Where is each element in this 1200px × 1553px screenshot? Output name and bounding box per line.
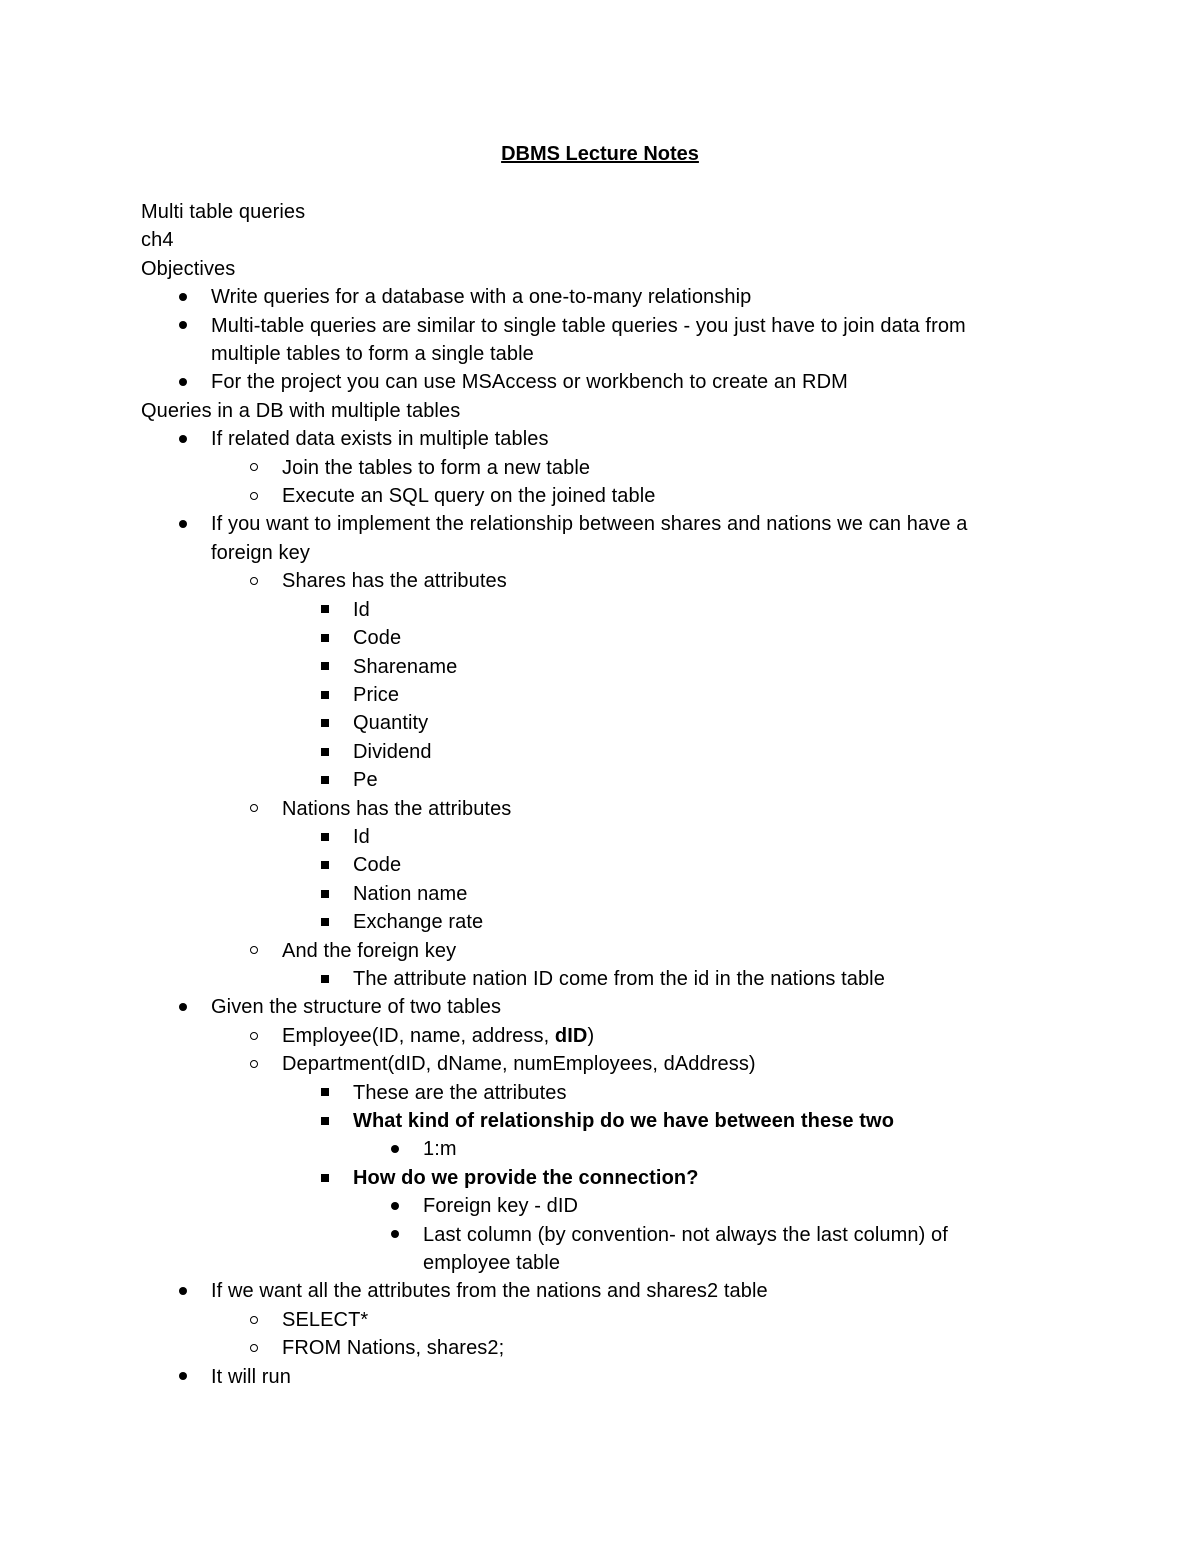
bullet-circle-icon: [244, 1306, 264, 1334]
list-item: FROM Nations, shares2;: [141, 1334, 1041, 1362]
list-item-continuation: foreign key: [211, 541, 310, 564]
list-item: Multi-table queries are similar to single table queries - you just have to join data from: [141, 312, 1041, 340]
list-item: These are the attributes: [141, 1079, 1041, 1107]
text-line: Queries in a DB with multiple tables: [141, 399, 461, 422]
bullet-square-icon: [315, 653, 335, 681]
list-item: It will run: [141, 1363, 1041, 1391]
text-line: ch4: [141, 229, 174, 252]
bullet-square-icon: [315, 823, 335, 851]
list-item: What kind of relationship do we have between these two: [141, 1107, 1041, 1135]
bullet-square-icon: [315, 851, 335, 879]
list-item: Employee(ID, name, address, dID): [141, 1022, 1041, 1050]
bullet-dot-icon: [173, 425, 193, 453]
list-item: Price: [141, 681, 1041, 709]
list-item: How do we provide the connection?: [141, 1164, 1041, 1192]
bullet-dot-icon: [173, 312, 193, 340]
bullet-dot-icon: [385, 1192, 405, 1220]
bullet-circle-icon: [244, 1050, 264, 1078]
page-title: DBMS Lecture Notes: [501, 143, 699, 165]
bullet-square-icon: [315, 681, 335, 709]
bullet-dot-icon: [173, 283, 193, 311]
list-item-continuation: multiple tables to form a single table: [211, 343, 534, 366]
list-item: Nation name: [141, 880, 1041, 908]
list-item: 1:m: [141, 1135, 1041, 1163]
list-item: Id: [141, 596, 1041, 624]
list-item: Id: [141, 823, 1041, 851]
list-item: Dividend: [141, 738, 1041, 766]
bullet-dot-icon: [173, 510, 193, 538]
bullet-square-icon: [315, 624, 335, 652]
list-item: For the project you can use MSAccess or workbench to create an RDM: [141, 368, 1041, 396]
list-item: Nations has the attributes: [141, 795, 1041, 823]
list-item: Quantity: [141, 709, 1041, 737]
list-item: Code: [141, 624, 1041, 652]
list-item: If you want to implement the relationship between shares and nations we can have a: [141, 510, 1041, 538]
bullet-dot-icon: [385, 1135, 405, 1163]
bullet-dot-icon: [173, 993, 193, 1021]
list-item: Exchange rate: [141, 908, 1041, 936]
bullet-square-icon: [315, 596, 335, 624]
bullet-square-icon: [315, 908, 335, 936]
list-item: Shares has the attributes: [141, 567, 1041, 595]
bullet-square-icon: [315, 1107, 335, 1135]
bullet-dot-icon: [173, 1277, 193, 1305]
list-item: Last column (by convention- not always the last column) of: [141, 1221, 1041, 1249]
bullet-circle-icon: [244, 454, 264, 482]
bullet-dot-icon: [173, 368, 193, 396]
bullet-square-icon: [315, 766, 335, 794]
bullet-square-icon: [315, 965, 335, 993]
list-item: If we want all the attributes from the nations and shares2 table: [141, 1277, 1041, 1305]
list-item-continuation: employee table: [423, 1252, 561, 1275]
list-item: Code: [141, 851, 1041, 879]
bullet-circle-icon: [244, 482, 264, 510]
bullet-circle-icon: [244, 1334, 264, 1362]
bullet-square-icon: [315, 1079, 335, 1107]
list-item: SELECT*: [141, 1306, 1041, 1334]
bullet-circle-icon: [244, 1022, 264, 1050]
bullet-square-icon: [315, 880, 335, 908]
bullet-square-icon: [315, 709, 335, 737]
text-line: Objectives: [141, 257, 236, 280]
list-item: Join the tables to form a new table: [141, 454, 1041, 482]
bullet-circle-icon: [244, 567, 264, 595]
list-item: And the foreign key: [141, 937, 1041, 965]
list-item: Given the structure of two tables: [141, 993, 1041, 1021]
bullet-dot-icon: [173, 1363, 193, 1391]
bullet-circle-icon: [244, 937, 264, 965]
list-item: Department(dID, dName, numEmployees, dAddress): [141, 1050, 1041, 1078]
bullet-circle-icon: [244, 795, 264, 823]
bullet-square-icon: [315, 738, 335, 766]
list-item: Foreign key - dID: [141, 1192, 1041, 1220]
notes-body: [141, 198, 1041, 1391]
bullet-square-icon: [315, 1164, 335, 1192]
list-item: Pe: [141, 766, 1041, 794]
text-line: Multi table queries: [141, 201, 306, 223]
list-item: Write queries for a database with a one-to-many relationship: [141, 283, 1041, 311]
bullet-dot-icon: [385, 1221, 405, 1249]
list-item: If related data exists in multiple tables: [141, 425, 1041, 453]
list-item: Sharename: [141, 653, 1041, 681]
list-item: Execute an SQL query on the joined table: [141, 482, 1041, 510]
list-item: The attribute nation ID come from the id in the nations table: [141, 965, 1041, 993]
